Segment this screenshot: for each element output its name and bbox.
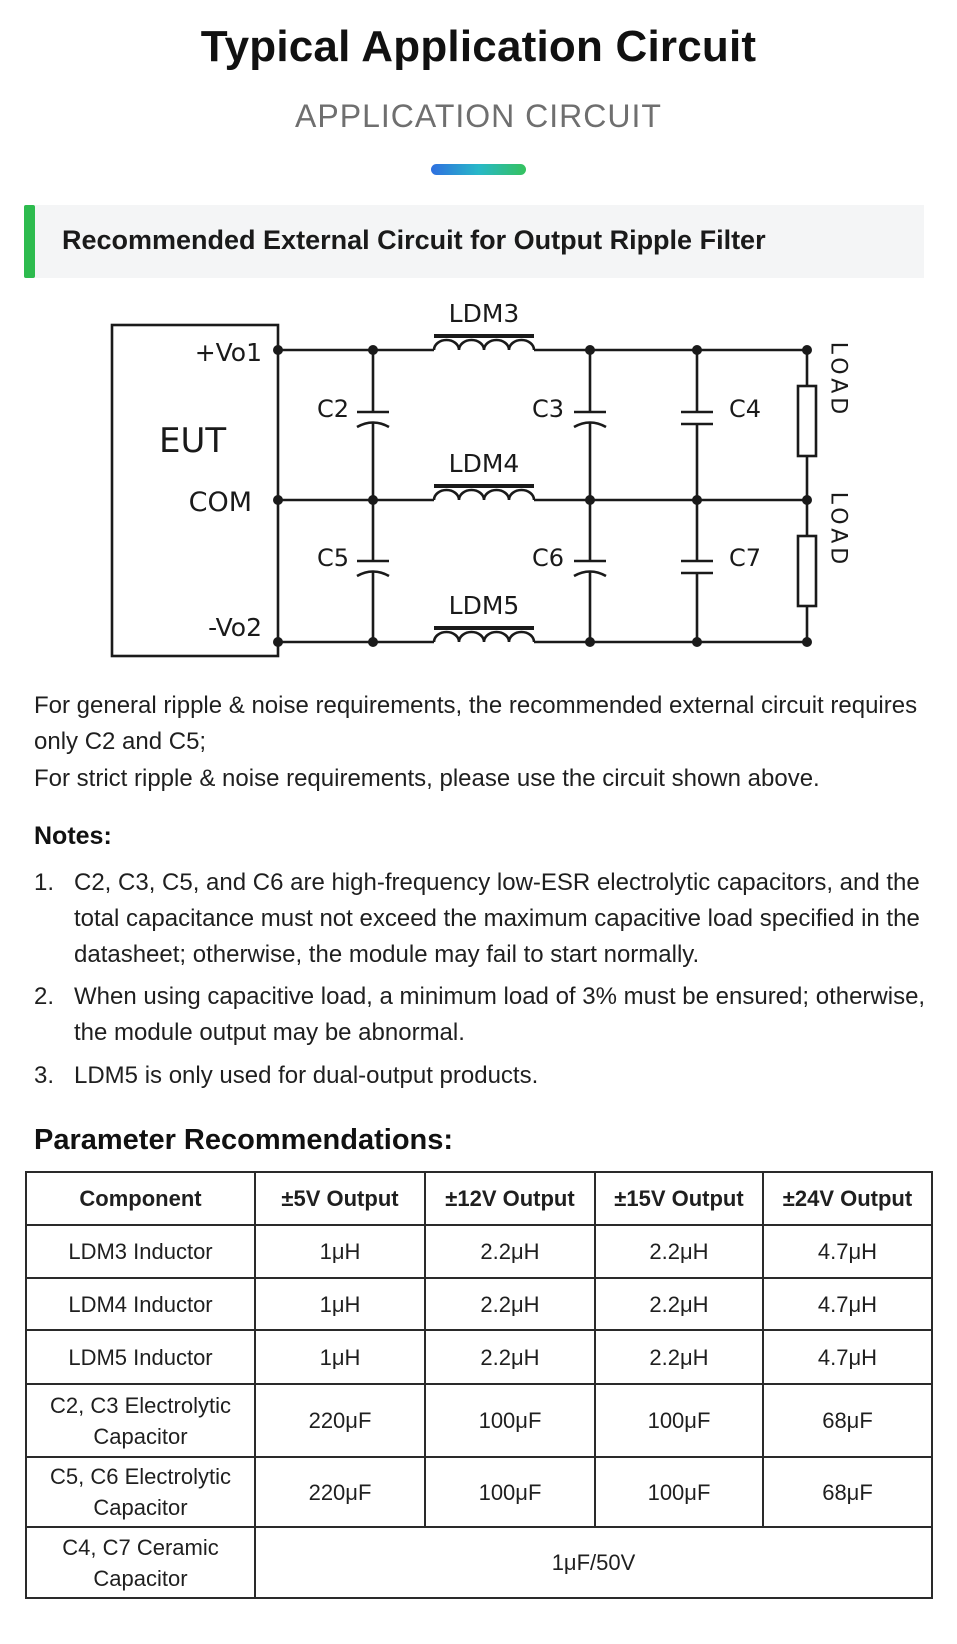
ldm3-bar (434, 334, 534, 338)
eut-label: EUT (159, 421, 227, 461)
c4-label: C4 (729, 395, 762, 423)
page-title: Typical Application Circuit (200, 22, 757, 71)
c6-label: C6 (532, 544, 565, 572)
table-cell: C2, C3 Electrolytic Capacitor (26, 1384, 255, 1457)
table-cell: 100μF (425, 1384, 595, 1457)
section-marker (24, 205, 35, 278)
table-cell: 68μF (763, 1384, 932, 1457)
circuit-diagram (0, 290, 957, 660)
table-cell: 68μF (763, 1457, 932, 1527)
ldm4-bar (434, 484, 534, 488)
note-item (34, 979, 929, 1051)
ldm5-coil (434, 632, 534, 642)
terminal-bottom-label: -Vo2 (208, 613, 262, 642)
table-cell: 100μF (425, 1457, 595, 1527)
column-header: ±5V Output (255, 1172, 425, 1225)
description-line-1: For general ripple & noise requirements, the recommended external circuit requires only C2 and C5; (34, 692, 918, 755)
table-cell: 2.2μH (595, 1225, 763, 1278)
column-header: ±24V Output (763, 1172, 932, 1225)
note-text: C2, C3, C5, and C6 are high-frequency low-ESR electrolytic capacitors, and the total capacitance must not exceed the maximum capacitive load specified in the datasheet; otherwise, the module may fail to start normally. (74, 869, 920, 968)
table-cell: 2.2μH (425, 1278, 595, 1330)
column-header: Component (26, 1172, 255, 1225)
table-row (26, 1225, 932, 1278)
page-subtitle: APPLICATION CIRCUIT (295, 98, 662, 134)
table-cell: 2.2μH (425, 1225, 595, 1278)
column-header: ±12V Output (425, 1172, 595, 1225)
ldm5-bar (434, 626, 534, 630)
table-cell: C5, C6 Electrolytic Capacitor (26, 1457, 255, 1527)
column-header: ±15V Output (595, 1172, 763, 1225)
table-cell: LDM4 Inductor (26, 1278, 255, 1330)
terminal-top-label: +Vo1 (194, 338, 262, 367)
c5-label: C5 (317, 544, 350, 572)
description-line-2: For strict ripple & noise requirements, please use the circuit shown above. (34, 765, 820, 792)
table-row (26, 1527, 932, 1598)
table-header-row (26, 1172, 932, 1225)
note-number: 1. (34, 869, 55, 896)
ldm3-coil (434, 340, 534, 350)
section-heading-box (24, 205, 924, 278)
c2-label: C2 (317, 395, 350, 423)
table-cell: 1μH (255, 1278, 425, 1330)
table-cell-merged: 1μF/50V (255, 1527, 932, 1598)
c7-label: C7 (729, 544, 762, 572)
table-cell: 4.7μH (763, 1225, 932, 1278)
junction-dots (273, 345, 812, 647)
table-cell: 220μF (255, 1384, 425, 1457)
ldm3-label: LDM3 (448, 299, 520, 328)
table-cell: C4, C7 Ceramic Capacitor (26, 1527, 255, 1598)
note-number: 2. (34, 983, 55, 1010)
table-cell: 2.2μH (425, 1330, 595, 1384)
table-row (26, 1384, 932, 1457)
table-cell: LDM3 Inductor (26, 1225, 255, 1278)
table-cell: 100μF (595, 1384, 763, 1457)
table-cell: 100μF (595, 1457, 763, 1527)
load-label-top: LOAD (825, 341, 851, 419)
table-row (26, 1330, 932, 1384)
ldm4-label: LDM4 (448, 449, 520, 478)
c3-label: C3 (532, 395, 565, 423)
table-cell: 1μH (255, 1225, 425, 1278)
table-cell: LDM5 Inductor (26, 1330, 255, 1384)
note-item (34, 865, 929, 973)
ldm4-coil (434, 490, 534, 500)
note-number: 3. (34, 1062, 55, 1089)
table-cell: 1μH (255, 1330, 425, 1384)
note-text: LDM5 is only used for dual-output products. (74, 1062, 539, 1089)
table-cell: 2.2μH (595, 1278, 763, 1330)
note-item (34, 1058, 929, 1094)
table-cell: 4.7μH (763, 1330, 932, 1384)
table-row (26, 1457, 932, 1527)
notes-title: Notes: (34, 822, 112, 850)
title-accent-bar (431, 164, 526, 175)
ldm5-label: LDM5 (448, 591, 520, 620)
table-cell: 220μF (255, 1457, 425, 1527)
table-cell: 4.7μH (763, 1278, 932, 1330)
load-label-bottom: LOAD (825, 491, 851, 569)
parameters-title: Parameter Recommendations: (34, 1124, 454, 1156)
table-row (26, 1278, 932, 1330)
section-heading: Recommended External Circuit for Output Ripple Filter (62, 225, 766, 255)
terminal-com-label: COM (188, 487, 252, 518)
table-cell: 2.2μH (595, 1330, 763, 1384)
parameter-table (25, 1171, 933, 1599)
note-text: When using capacitive load, a minimum load of 3% must be ensured; otherwise, the module output may be abnormal. (74, 983, 926, 1046)
